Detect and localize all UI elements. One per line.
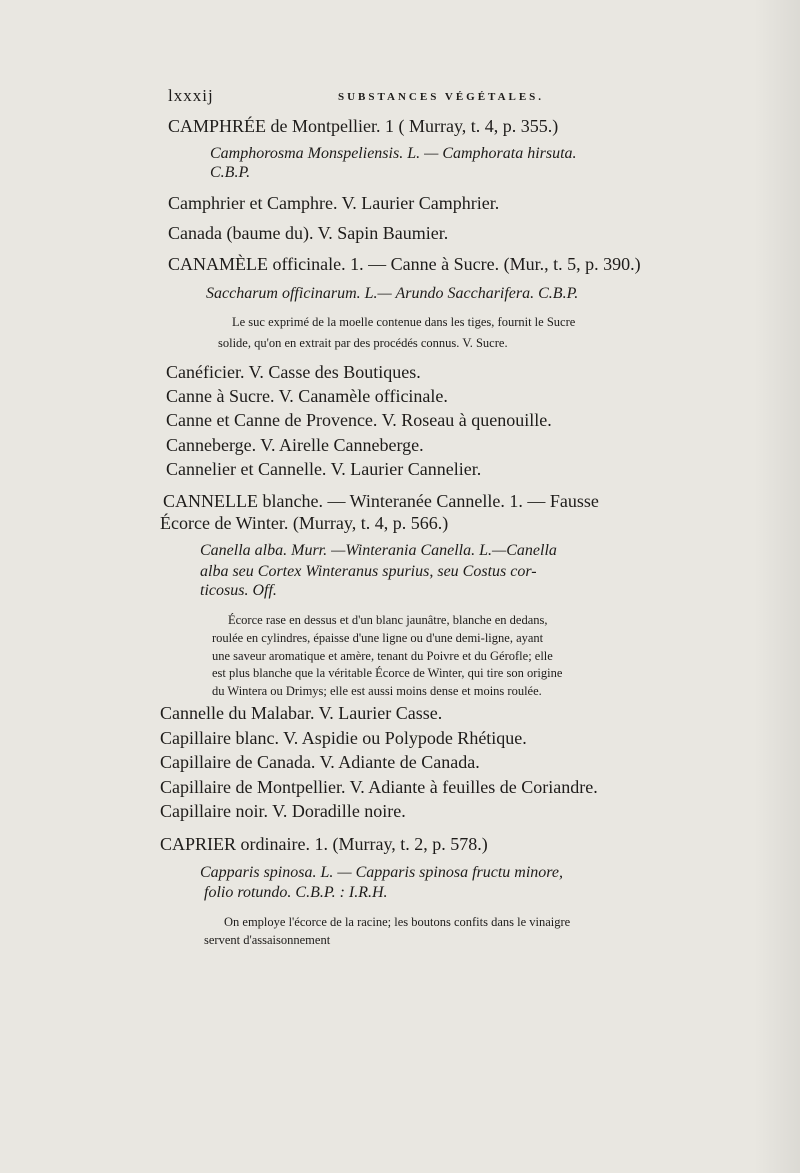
entry-continuation: Écorce de Winter. (Murray, t. 4, p. 566.) bbox=[160, 513, 449, 533]
entry-cannelier: Cannelier et Cannelle. V. Laurier Cannelier. bbox=[166, 459, 482, 479]
entry-cannelle-blanche: CANNELLE blanche. — Winteranée Cannelle. 1. — Fausse bbox=[163, 491, 599, 511]
entry-capillaire-blanc: Capillaire blanc. V. Aspidie ou Polypode Rhétique. bbox=[160, 728, 527, 748]
page-gutter-shadow bbox=[754, 0, 800, 1173]
entry-capillaire-noir: Capillaire noir. V. Doradille noire. bbox=[160, 801, 406, 821]
entry-canne-a-sucre: Canne à Sucre. V. Canamèle officinale. bbox=[166, 386, 448, 406]
entry-canada: Canada (baume du). V. Sapin Baumier. bbox=[168, 223, 449, 243]
note-line: servent d'assaisonnement bbox=[204, 933, 331, 947]
entry-capillaire-montpellier: Capillaire de Montpellier. V. Adiante à feuilles de Coriandre. bbox=[160, 777, 598, 797]
entry-canneberge: Canneberge. V. Airelle Canneberge. bbox=[166, 435, 424, 455]
entry-caneficier: Canéficier. V. Casse des Boutiques. bbox=[166, 362, 421, 382]
entry-camphree: CAMPHRÉE de Montpellier. 1 ( Murray, t. 4, p. 355.) bbox=[168, 116, 559, 136]
note-line: est plus blanche que la véritable Écorce de Winter, qui tire son origine bbox=[212, 666, 563, 680]
entry-canamele: CANAMÈLE officinale. 1. — Canne à Sucre. (Mur., t. 5, p. 390.) bbox=[168, 254, 641, 274]
note-line: Écorce rase en dessus et d'un blanc jaunâtre, blanche en dedans, bbox=[228, 613, 548, 627]
synonym-line: folio rotundo. C.B.P. : I.R.H. bbox=[204, 884, 388, 901]
note-line: roulée en cylindres, épaisse d'une ligne ou d'une demi-ligne, ayant bbox=[212, 631, 544, 645]
page-number: lxxxij bbox=[168, 86, 214, 105]
entry-camphrier: Camphrier et Camphre. V. Laurier Camphrier. bbox=[168, 193, 500, 213]
note-line: On employe l'écorce de la racine; les boutons confits dans le vinaigre bbox=[224, 915, 571, 929]
note-line: Le suc exprimé de la moelle contenue dans les tiges, fournit le Sucre bbox=[232, 315, 576, 329]
synonym-line: Saccharum officinarum. L.— Arundo Saccharifera. C.B.P. bbox=[206, 285, 579, 302]
page-header bbox=[168, 86, 788, 108]
synonym-line: alba seu Cortex Winteranus spurius, seu Costus cor- bbox=[200, 563, 537, 580]
note-line: une saveur aromatique et amère, tenant du Poivre et du Gérofle; elle bbox=[212, 649, 553, 663]
synonym-line: ticosus. Off. bbox=[200, 582, 277, 599]
entry-capillaire-canada: Capillaire de Canada. V. Adiante de Canada. bbox=[160, 752, 480, 772]
entry-caprier: CAPRIER ordinaire. 1. (Murray, t. 2, p. 578.) bbox=[160, 834, 488, 854]
running-head: SUBSTANCES VÉGÉTALES. bbox=[338, 91, 545, 103]
synonym-line: C.B.P. bbox=[210, 164, 251, 181]
synonym-line: Canella alba. Murr. —Winterania Canella. L.—Canella bbox=[200, 542, 557, 559]
note-line: du Wintera ou Drimys; elle est aussi moins dense et moins roulée. bbox=[212, 684, 542, 698]
entry-cannelle-malabar: Cannelle du Malabar. V. Laurier Casse. bbox=[160, 703, 443, 723]
synonym-line: Capparis spinosa. L. — Capparis spinosa fructu minore, bbox=[200, 864, 564, 881]
note-line: solide, qu'on en extrait par des procédés connus. V. Sucre. bbox=[218, 336, 508, 350]
synonym-line: Camphorosma Monspeliensis. L. — Camphorata hirsuta. bbox=[210, 145, 577, 162]
entry-canne-provence: Canne et Canne de Provence. V. Roseau à quenouille. bbox=[166, 410, 552, 430]
